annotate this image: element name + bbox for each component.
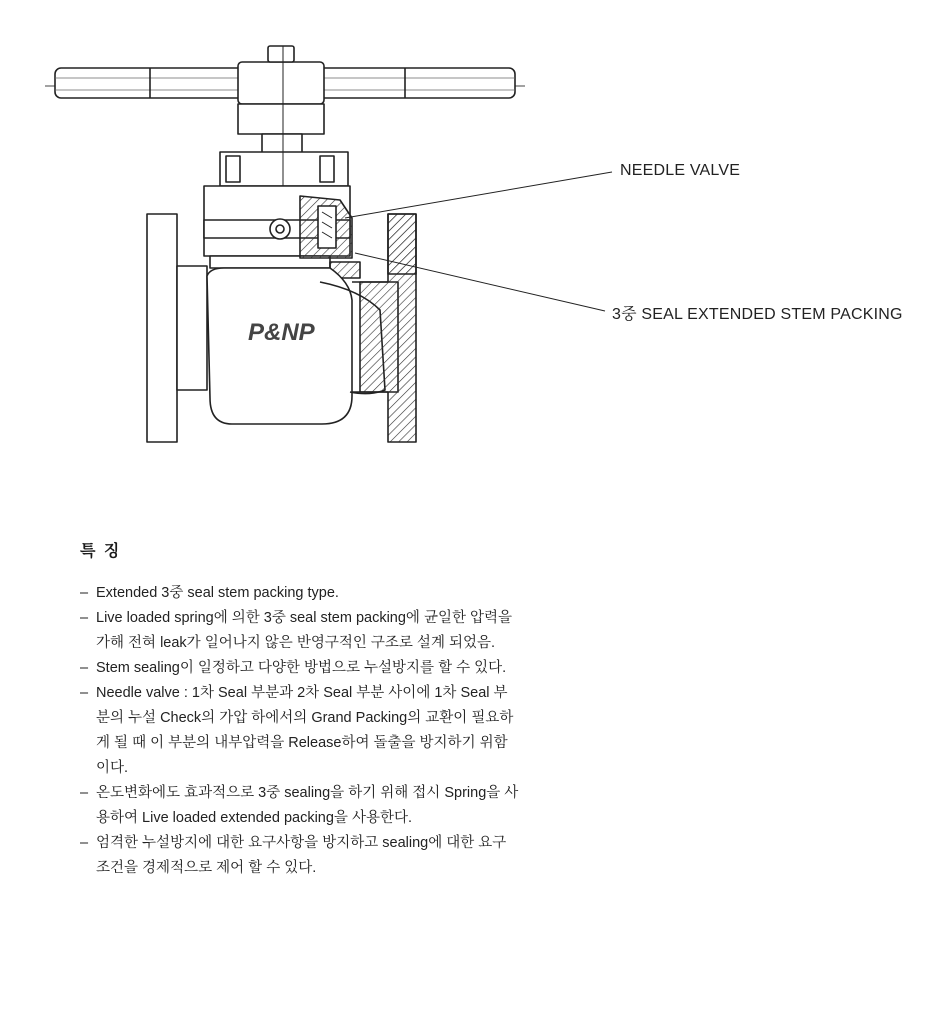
brand-logo-text: P&NP <box>248 319 315 346</box>
feature-item: – 온도변화에도 효과적으로 3중 sealing을 하기 위해 접시 Spring을 사용하여 Live loaded extended packing을 사용한다. <box>80 781 520 831</box>
left-flange <box>147 214 207 442</box>
feature-item: – Stem sealing이 일정하고 다양한 방법으로 누설방지를 할 수 있다. <box>80 656 520 681</box>
right-flange <box>360 214 416 442</box>
feature-item: – Extended 3중 seal stem packing type. <box>80 581 520 606</box>
callout-needle-valve: NEEDLE VALVE <box>620 162 741 179</box>
handwheel <box>55 46 515 104</box>
valve-cross-section-diagram <box>0 0 939 470</box>
features-title: 특 징 <box>80 543 122 560</box>
feature-item: – Needle valve : 1차 Seal 부분과 2차 Seal 부분 사이에 1차 Seal 부분의 누설 Check의 가압 하에서의 Grand Packing의 교환이 필요하게 될 때 이 부분의 내부압력을 Release하여 돌출을 방지하기 위함이다. <box>80 681 520 781</box>
feature-list <box>80 581 520 881</box>
features-section <box>80 538 520 881</box>
bonnet <box>204 186 360 278</box>
feature-item: – Live loaded spring에 의한 3중 seal stem packing에 균일한 압력을 가해 전혀 leak가 일어나지 않은 반영구적인 구조로 설계 되었음. <box>80 606 520 656</box>
callout-stem-packing: 3중 SEAL EXTENDED STEM PACKING <box>612 306 903 323</box>
feature-item: – 엄격한 누설방지에 대한 요구사항을 방지하고 sealing에 대한 요구조건을 경제적으로 제어 할 수 있다. <box>80 831 520 881</box>
